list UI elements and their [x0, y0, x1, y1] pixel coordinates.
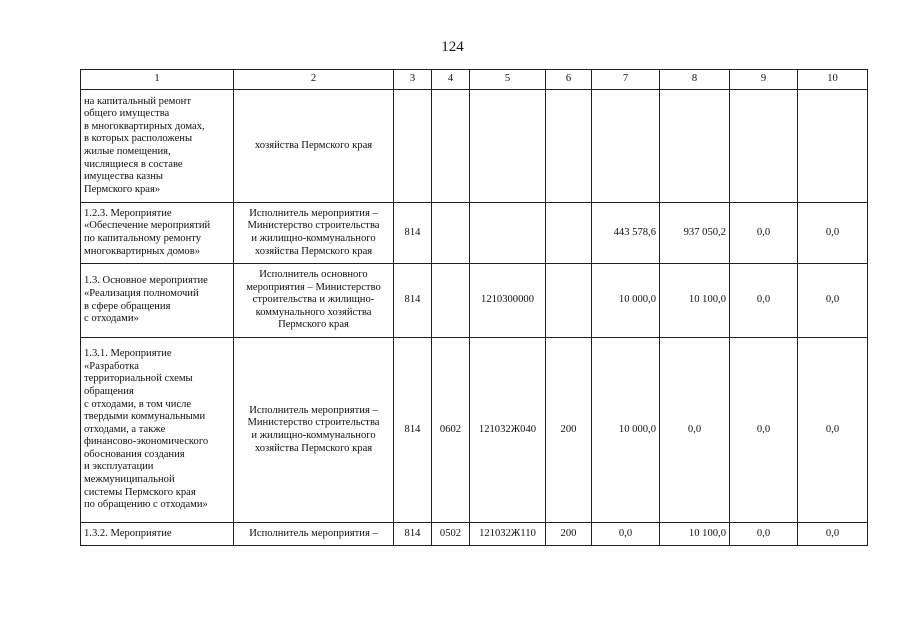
cell-col9: 0,0	[730, 264, 798, 338]
cell-col8: 937 050,2	[660, 203, 730, 264]
executor-text: Исполнитель мероприятия – Министерство строительства и жилищно-коммунального хозяйства Пермского края	[247, 207, 380, 257]
cell-col5	[470, 203, 546, 264]
cell-col4	[432, 90, 470, 203]
cell-col4: 0602	[432, 338, 470, 523]
column-header-6: 6	[546, 70, 592, 90]
page-number: 124	[441, 39, 464, 55]
cell-col3: 814	[394, 264, 432, 338]
header-row	[81, 70, 868, 90]
column-header-8: 8	[660, 70, 730, 90]
cell-col8: 0,0	[660, 338, 730, 523]
cell-col7	[592, 90, 660, 203]
row-name: 1.2.3. Мероприятие «Обеспечение мероприятий по капитальному ремонту многоквартирных домов»	[84, 207, 211, 257]
cell-col10: 0,0	[798, 264, 868, 338]
column-header-3: 3	[394, 70, 432, 90]
cell-col5: 121032Ж040	[470, 338, 546, 523]
cell-col10: 0,0	[798, 203, 868, 264]
cell-col9: 0,0	[730, 203, 798, 264]
row-name-cell	[81, 90, 234, 203]
cell-col7: 0,0	[592, 523, 660, 546]
cell-col5: 1210300000	[470, 264, 546, 338]
cell-col6	[546, 203, 592, 264]
budget-table	[80, 69, 868, 546]
cell-col8: 10 100,0	[660, 264, 730, 338]
column-header-1: 1	[81, 70, 234, 90]
cell-col9: 0,0	[730, 338, 798, 523]
row-name: 1.3. Основное мероприятие «Реализация полномочий в сфере обращения с отходами»	[84, 275, 208, 325]
cell-col6	[546, 90, 592, 203]
cell-col9	[730, 90, 798, 203]
cell-col4	[432, 264, 470, 338]
cell-col9: 0,0	[730, 523, 798, 546]
row-name-cell	[81, 264, 234, 338]
cell-col10	[798, 90, 868, 203]
executor-text: хозяйства Пермского края	[254, 139, 373, 151]
cell-col4	[432, 203, 470, 264]
table-row	[81, 338, 868, 523]
column-header-2: 2	[234, 70, 394, 90]
column-header-4: 4	[432, 70, 470, 90]
table-row	[81, 264, 868, 338]
executor-cell	[234, 338, 394, 523]
cell-col3: 814	[394, 338, 432, 523]
column-header-5: 5	[470, 70, 546, 90]
cell-col3: 814	[394, 523, 432, 546]
row-name: 1.3.2. Мероприятие	[84, 527, 172, 539]
cell-col7: 10 000,0	[592, 338, 660, 523]
cell-col10: 0,0	[798, 338, 868, 523]
row-name-cell	[81, 523, 234, 546]
column-header-7: 7	[592, 70, 660, 90]
cell-col8	[660, 90, 730, 203]
column-header-10: 10	[798, 70, 868, 90]
table-row	[81, 523, 868, 546]
cell-col3: 814	[394, 203, 432, 264]
row-name-cell	[81, 338, 234, 523]
cell-col5	[470, 90, 546, 203]
cell-col7: 443 578,6	[592, 203, 660, 264]
cell-col6: 200	[546, 523, 592, 546]
cell-col8: 10 100,0	[660, 523, 730, 546]
executor-cell	[234, 90, 394, 203]
executor-text: Исполнитель основного мероприятия – Министерство строительства и жилищно- коммунального хозяйства Пермского края	[246, 269, 381, 331]
row-name-cell	[81, 203, 234, 264]
executor-cell	[234, 203, 394, 264]
cell-col4: 0502	[432, 523, 470, 546]
cell-col6: 200	[546, 338, 592, 523]
table-row	[81, 90, 868, 203]
executor-cell	[234, 523, 394, 546]
cell-col10: 0,0	[798, 523, 868, 546]
table-row	[81, 203, 868, 264]
executor-text: Исполнитель мероприятия –	[249, 527, 378, 539]
cell-col7: 10 000,0	[592, 264, 660, 338]
row-name: на капитальный ремонт общего имущества в многоквартирных домах, в которых расположены жилые помещения, числящиеся в составе имущества казны Пермского края»	[84, 95, 205, 195]
row-name: 1.3.1. Мероприятие «Разработка территориальной схемы обращения с отходами, в том числе твердыми коммунальными отходами, а также финансово-экономического обоснования создания и эксплуатации межмуниципальной системы Пермского края по обращению с отходами»	[84, 348, 209, 511]
executor-text: Исполнитель мероприятия – Министерство строительства и жилищно-коммунального хозяйства Пермского края	[247, 404, 380, 454]
cell-col3	[394, 90, 432, 203]
executor-cell	[234, 264, 394, 338]
column-header-9: 9	[730, 70, 798, 90]
cell-col5: 121032Ж110	[470, 523, 546, 546]
cell-col6	[546, 264, 592, 338]
